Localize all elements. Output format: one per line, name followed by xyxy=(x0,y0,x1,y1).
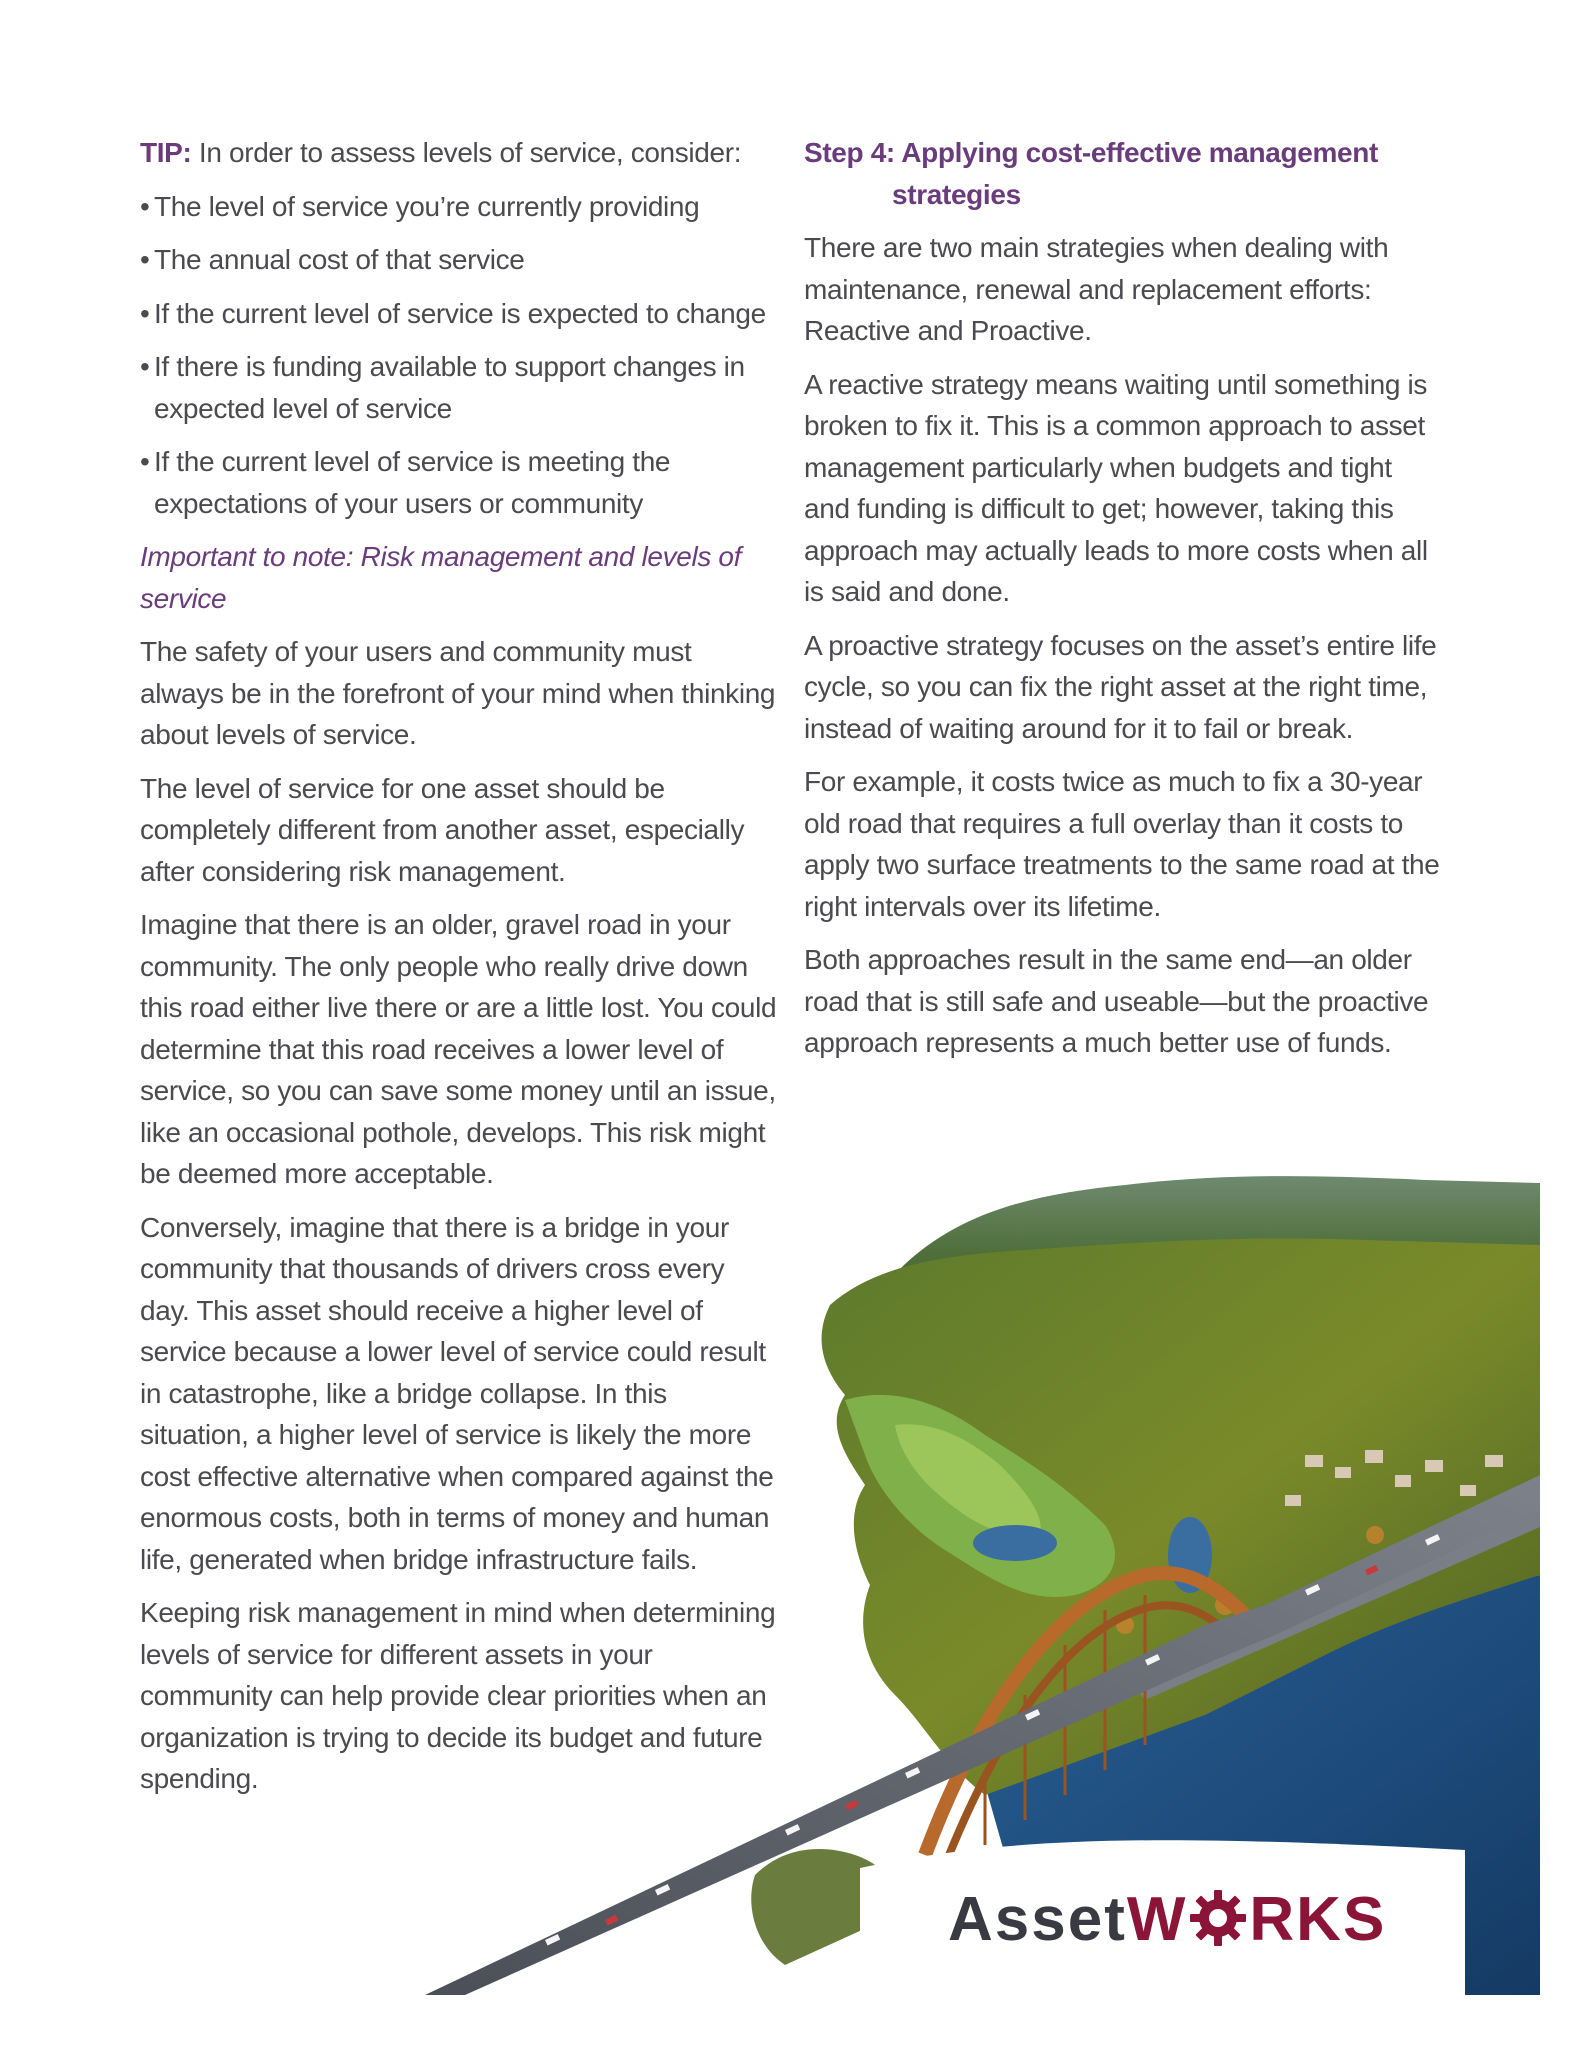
body-paragraph: Conversely, imagine that there is a bridge in your community that thousands of drivers cross every day. This asset should receive a higher level of service because a lower level of service could result in catastrophe, like a bridge collapse. In this situation, a higher level of service is likely the more cost effective alternative when compared against the enormous costs, both in terms of money and human life, generated when bridge infrastructure fails. xyxy=(140,1211,774,1575)
body-paragraph: A reactive strategy means waiting until something is broken to fix it. This is a common approach to asset management particularly when budgets and tight and funding is difficult to get; however, taking this approach may actually leads to more costs when all is said and done. xyxy=(804,368,1428,607)
body-paragraph: There are two main strategies when dealing with maintenance, renewal and replacement efforts: Reactive and Proactive. xyxy=(804,232,1389,346)
bullet-glyph: • xyxy=(140,297,150,329)
tip-label: TIP: xyxy=(140,137,192,168)
bullet-glyph: • xyxy=(140,446,150,477)
list-item xyxy=(140,239,780,281)
bullet-text: If the current level of service is expected to change xyxy=(154,297,766,329)
bullet-text: The annual cost of that service xyxy=(154,244,525,275)
section-heading-line1: Step 4: Applying cost-effective management xyxy=(804,137,1378,168)
list-item xyxy=(140,293,780,335)
list-item xyxy=(140,186,780,228)
body-paragraph: Imagine that there is an older, gravel road in your community. The only people who really drive down this road either live there or are a little lost. You could determine that this road receives a lower level of service, so you can save some money until an issue, like an occasional pothole, develops. This risk might be deemed more acceptable. xyxy=(140,909,777,1189)
section-heading-line2: strategies xyxy=(892,178,1021,210)
body-paragraph: For example, it costs twice as much to fix a 30-year old road that requires a full overlay than it costs to apply two surface treatments to the same road at the right intervals over its lifetime. xyxy=(804,766,1440,922)
bullet-text: If there is funding available to support changes in expected level of service xyxy=(154,351,745,424)
bullet-glyph: • xyxy=(140,351,150,382)
logo-asset-text: Asset xyxy=(948,1885,1127,1954)
gear-icon xyxy=(1188,1888,1248,1948)
body-paragraph: A proactive strategy focuses on the asset’s entire life cycle, so you can fix the right asset at the right time, instead of waiting around for it to fail or break. xyxy=(804,629,1437,744)
body-paragraph: The safety of your users and community must always be in the forefront of your mind when thinking about levels of service. xyxy=(140,636,776,750)
section-heading xyxy=(804,132,1444,215)
logo-works-rks: RKS xyxy=(1249,1885,1387,1954)
logo-works-w: W xyxy=(1126,1885,1188,1954)
body-paragraph: Keeping risk management in mind when determining levels of service for different assets in your community can help provide clear priorities when an organization is trying to decide its budget and future spending. xyxy=(140,1597,776,1794)
bullet-glyph: • xyxy=(140,190,150,222)
bullet-text: If the current level of service is meeting the expectations of your users or community xyxy=(154,446,671,519)
bullet-text: The level of service you’re currently providing xyxy=(154,190,700,222)
right-column xyxy=(804,132,1444,1076)
bullet-glyph: • xyxy=(140,244,150,275)
important-note: Important to note: Risk management and levels of service xyxy=(140,541,742,614)
assetworks-logo xyxy=(948,1885,1387,1954)
tip-paragraph xyxy=(140,132,780,174)
tip-bullet-list xyxy=(140,186,780,525)
list-item xyxy=(140,441,780,524)
tip-text: In order to assess levels of service, consider: xyxy=(191,137,742,168)
body-paragraph: The level of service for one asset should be completely different from another asset, especially after considering risk management. xyxy=(140,772,745,887)
body-paragraph: Both approaches result in the same end—an older road that is still safe and useable—but the proactive approach represents a much better use of funds. xyxy=(804,944,1429,1058)
list-item xyxy=(140,346,780,429)
